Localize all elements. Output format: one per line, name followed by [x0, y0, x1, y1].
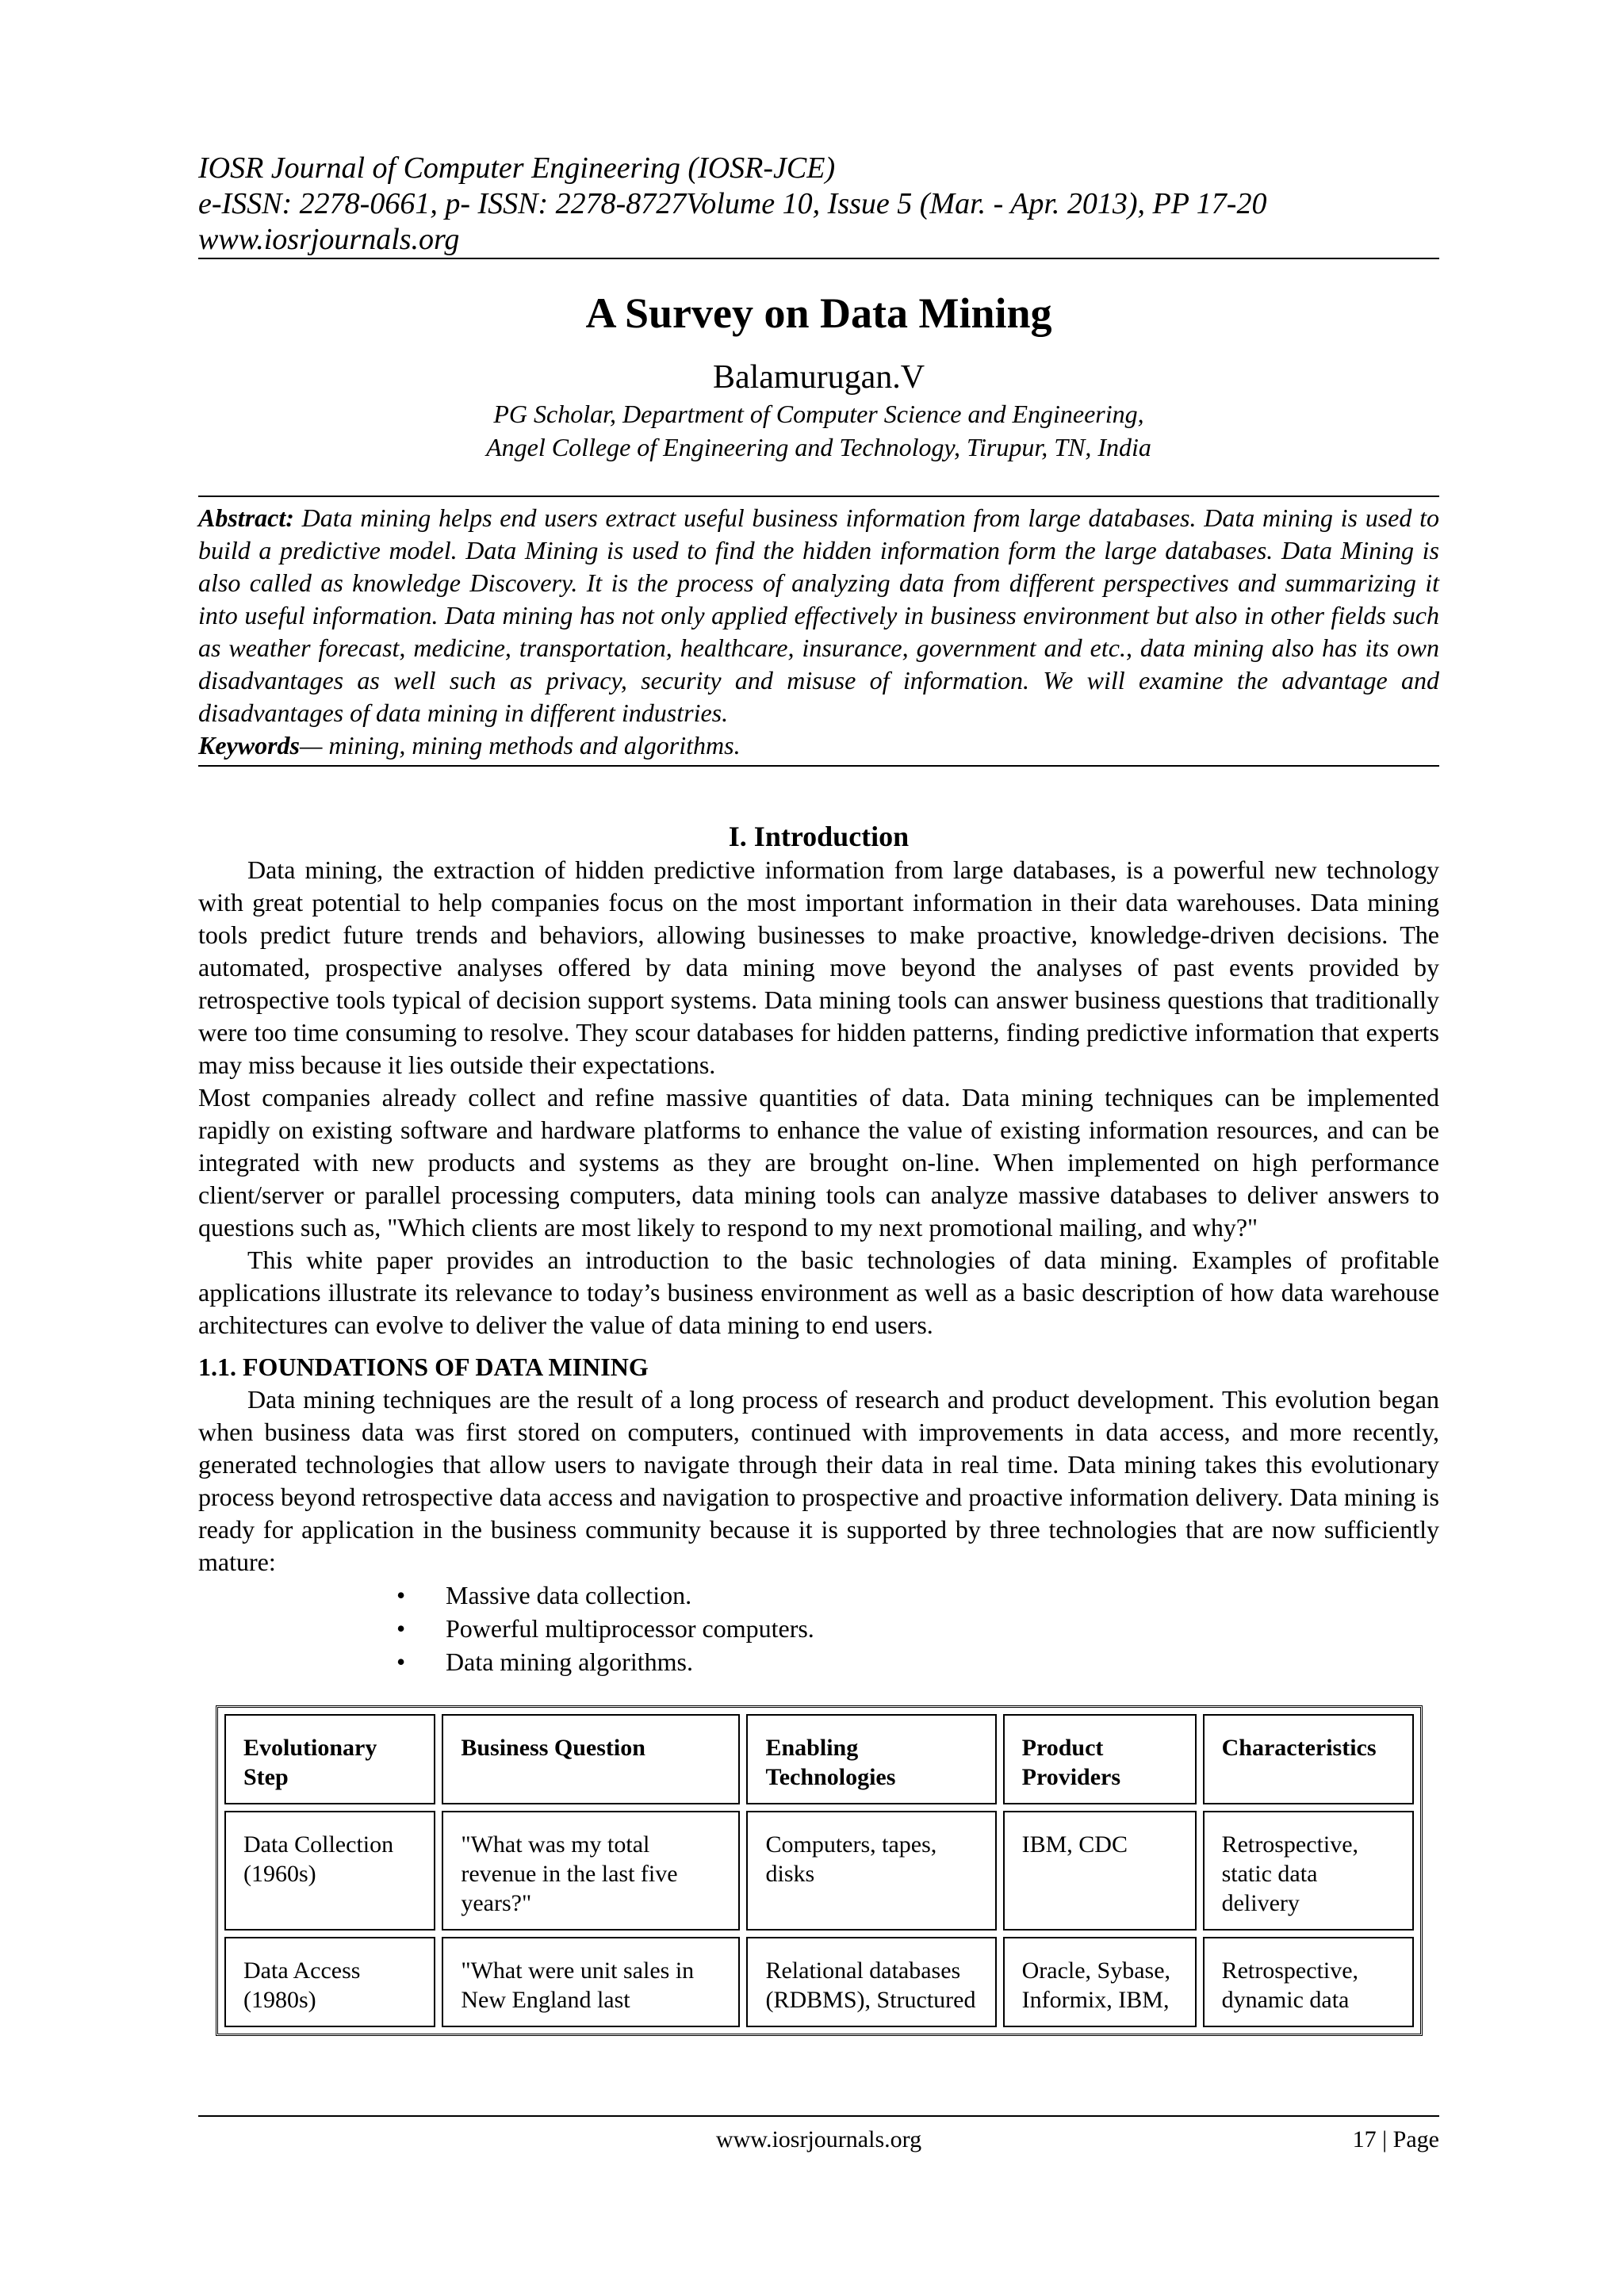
- table-header-cell: Enabling Technologies: [746, 1714, 996, 1804]
- affiliation-line-1: PG Scholar, Department of Computer Science and Engineering,: [493, 400, 1144, 428]
- table-cell: Data Collection (1960s): [224, 1811, 435, 1931]
- intro-paragraph-2: Most companies already collect and refine massive quantities of data. Data mining techniques can be implemented rapidly on existing software and hardware platforms to enhance the value of existing information resources, and can be integrated with new products and systems as they are brought on-line. When implemented on high performance client/server or parallel processing computers, data mining tools can analyze massive databases to deliver answers to questions such as, "Which clients are most likely to respond to my next promotional mailing, and why?": [198, 1083, 1439, 1242]
- table-cell: Relational databases (RDBMS), Structured: [746, 1937, 996, 2027]
- footer-website[interactable]: www.iosrjournals.org: [715, 2126, 922, 2152]
- keywords: [198, 729, 1439, 762]
- page-footer: [198, 2115, 1439, 2155]
- table-header-row: [224, 1714, 1414, 1804]
- table-cell: Oracle, Sybase, Informix, IBM,: [1003, 1937, 1197, 2027]
- table-cell: "What were unit sales in New England last: [442, 1937, 740, 2027]
- journal-name: IOSR Journal of Computer Engineering (IOSR-JCE): [198, 151, 836, 185]
- subsection-heading-foundations: 1.1. FOUNDATIONS OF DATA MINING: [198, 1353, 649, 1381]
- keywords-label: Keywords: [198, 731, 300, 760]
- technology-list: [198, 1578, 1439, 1678]
- table-header-cell: Evolutionary Step: [224, 1714, 435, 1804]
- evolution-table: [216, 1705, 1423, 2036]
- section-heading-introduction: I. Introduction: [728, 821, 910, 852]
- table-cell: IBM, CDC: [1003, 1811, 1197, 1931]
- affiliation-line-2: Angel College of Engineering and Technology, Tirupur, TN, India: [486, 433, 1151, 461]
- footer-rule: [198, 2115, 1439, 2117]
- table-header-cell: Product Providers: [1003, 1714, 1197, 1804]
- paper-title: A Survey on Data Mining: [585, 289, 1052, 337]
- journal-website[interactable]: www.iosrjournals.org: [198, 223, 460, 256]
- table-cell: Computers, tapes, disks: [746, 1811, 996, 1931]
- list-item: • Powerful multiprocessor computers.: [396, 1612, 1439, 1645]
- page-content: [198, 151, 1439, 2036]
- header-rule: [198, 258, 1439, 259]
- table-header-cell: Characteristics: [1203, 1714, 1414, 1804]
- abstract-bottom-rule: [198, 765, 1439, 767]
- list-item: • Massive data collection.: [396, 1578, 1439, 1612]
- abstract-body: Data mining helps end users extract useful business information from large databases. Data mining is used to build a predictive model. Data Mining is used to find the hidden information form the large databases. Data Mining is also called as knowledge Discovery. It is the process of analyzing data from different perspectives and summarizing it into useful information. Data mining has not only applied effectively in business environment but also in other fields such as weather forecast, medicine, transportation, healthcare, insurance, government and etc., data mining also has its own disadvantages as well such as privacy, security and misuse of information. We will examine the advantage and disadvantages of data mining in different industries.: [198, 503, 1440, 727]
- abstract-text: [198, 502, 1439, 729]
- intro-paragraph-3: This white paper provides an introduction to the basic technologies of data mining. Examples of profitable applications illustrate its relevance to today’s business environment as well as a basic description of how data warehouse architectures can evolve to deliver the value of data mining to end users.: [198, 1246, 1439, 1339]
- abstract-top-rule: [198, 496, 1439, 497]
- foundations-paragraph: Data mining techniques are the result of a long process of research and product development. This evolution began when business data was first stored on computers, continued with improvements in data access, and more recently, generated technologies that allow users to navigate through their data in real time. Data mining takes this evolutionary process beyond retrospective data access and navigation to prospective and proactive information delivery. Data mining is ready for application in the business community because it is supported by three technologies that are now sufficiently mature:: [198, 1385, 1439, 1576]
- author-name: Balamurugan.V: [712, 359, 925, 396]
- keywords-text: — mining, mining methods and algorithms.: [300, 731, 741, 760]
- journal-header: [198, 151, 1439, 258]
- table-header-cell: Business Question: [442, 1714, 740, 1804]
- table-cell: Retrospective, static data delivery: [1203, 1811, 1414, 1931]
- table-cell: Retrospective, dynamic data: [1203, 1937, 1414, 2027]
- journal-issn: e-ISSN: 2278-0661, p- ISSN: 2278-8727Volume 10, Issue 5 (Mar. - Apr. 2013), PP 17-20: [198, 187, 1267, 220]
- table-cell: Data Access (1980s): [224, 1937, 435, 2027]
- list-item: • Data mining algorithms.: [396, 1645, 1439, 1678]
- page-number: 17 | Page: [1352, 2126, 1439, 2152]
- table-row: [224, 1811, 1414, 1931]
- table-cell: "What was my total revenue in the last five years?": [442, 1811, 740, 1931]
- abstract-section: [198, 496, 1439, 767]
- table-row: [224, 1937, 1414, 2027]
- intro-paragraph-1: Data mining, the extraction of hidden predictive information from large databases, is a powerful new technology with great potential to help companies focus on the most important information in their data warehouses. Data mining tools predict future trends and behaviors, allowing businesses to make proactive, knowledge-driven decisions. The automated, prospective analyses offered by data mining move beyond the analyses of past events provided by retrospective tools typical of decision support systems. Data mining tools can answer business questions that traditionally were too time consuming to resolve. They scour databases for hidden patterns, finding predictive information that experts may miss because it lies outside their expectations.: [198, 855, 1439, 1079]
- abstract-label: Abstract:: [198, 503, 294, 532]
